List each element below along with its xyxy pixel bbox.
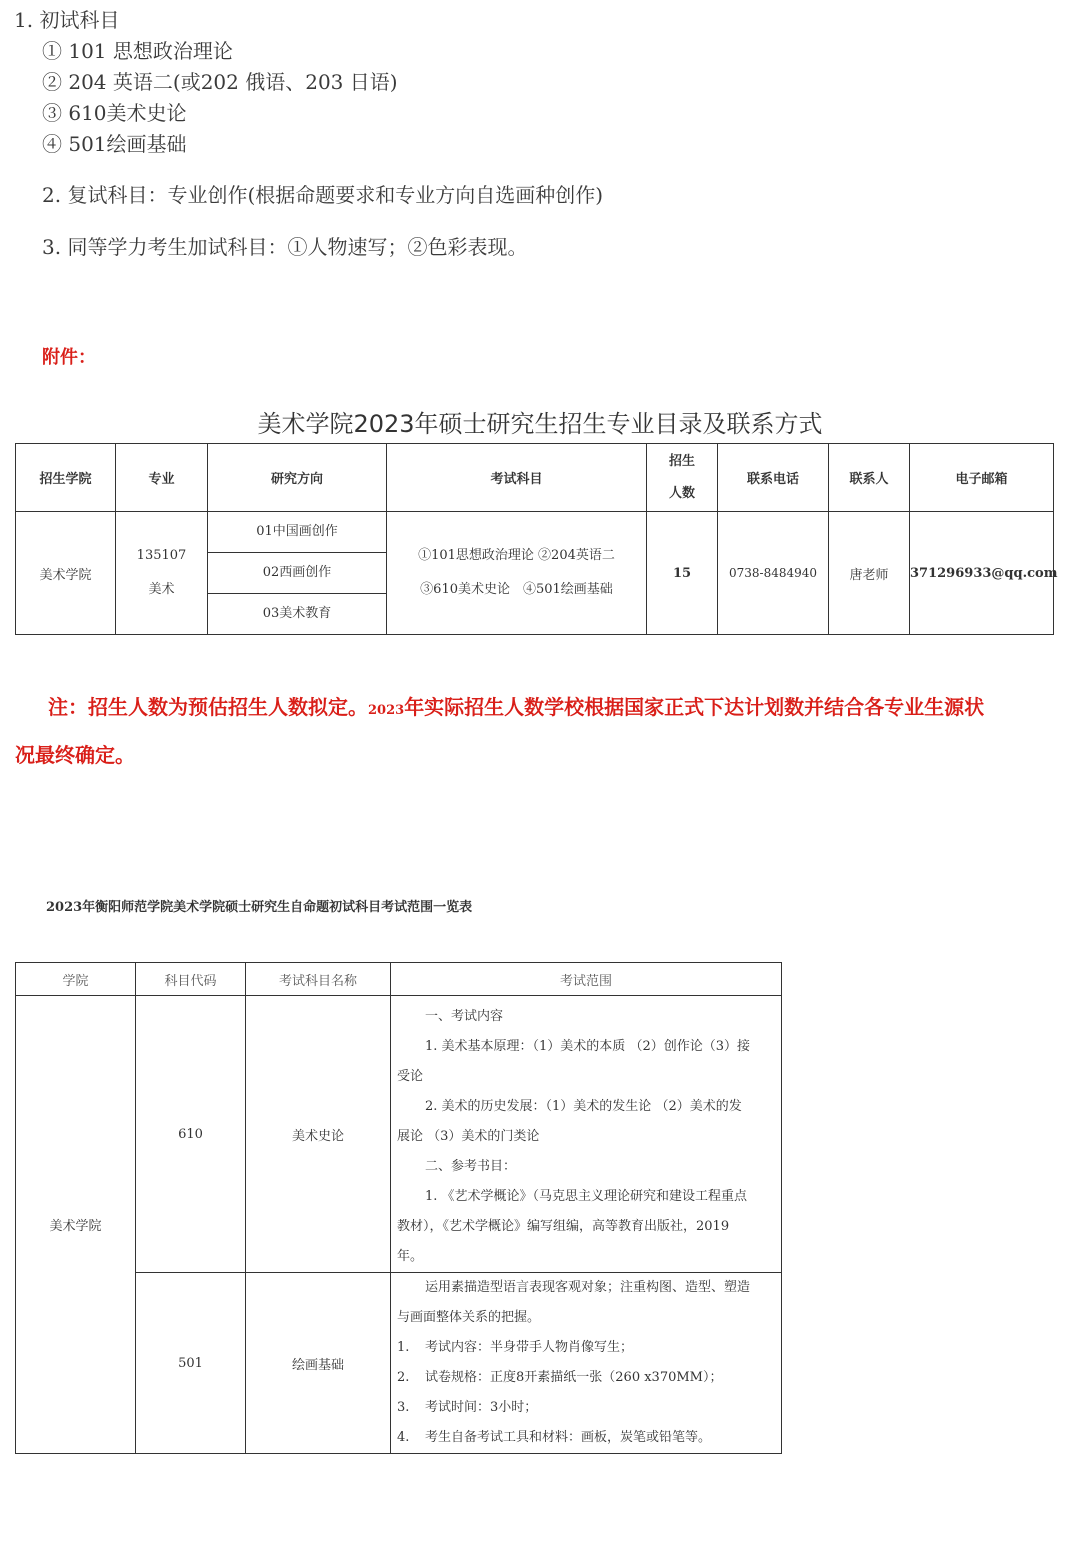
major-code: 135107	[136, 548, 187, 563]
direction-item: 01中国画创作	[208, 512, 386, 553]
t2-college: 美术学院	[16, 996, 136, 1454]
t2-subject-name: 美术史论	[246, 996, 391, 1273]
header-phone: 联系电话	[718, 444, 829, 512]
header-email: 电子邮箱	[910, 444, 1054, 512]
header-subjects: 考试科目	[387, 444, 647, 512]
scope-line: 1. 美术基本原理：（1）美术的本质 （2）创作论（3）接	[425, 1039, 750, 1054]
t2-scope-501	[391, 1273, 782, 1454]
section1-heading: 1. 初试科目	[14, 8, 120, 32]
note-part2: 年实际招生人数学校根据国家正式下达计划数并结合各专业生源状	[404, 695, 985, 719]
scope-line: 教材），《艺术学概论》编写组编，高等教育出版社，2019	[397, 1219, 730, 1234]
exam-subject-item: ④ 501绘画基础	[42, 132, 187, 156]
scope-line: 与画面整体关系的把握。	[397, 1310, 541, 1325]
scope-num: 3.	[397, 1400, 410, 1415]
scope-text: 考试内容：半身带手人物肖像写生；	[425, 1340, 634, 1355]
subjects-line1: ①101思想政治理论 ②204英语二	[418, 548, 615, 563]
header-quota-line2: 人数	[668, 485, 695, 501]
section3-text: 3. 同等学力考生加试科目：①人物速写；②色彩表现。	[42, 235, 528, 259]
row-phone: 0738-8484940	[718, 512, 829, 635]
t2-header-scope: 考试范围	[391, 963, 782, 996]
row-contact: 唐老师	[829, 512, 910, 635]
scope-num: 1.	[397, 1340, 410, 1355]
scope-line: 一、考试内容	[425, 1009, 504, 1024]
scope-list-item	[397, 1423, 775, 1453]
header-direction: 研究方向	[208, 444, 387, 512]
exam-subject-item: ③ 610美术史论	[42, 101, 187, 125]
t2-code: 501	[136, 1273, 246, 1454]
row-directions	[208, 512, 387, 635]
row-college: 美术学院	[16, 512, 116, 635]
note-year: 2023	[368, 703, 405, 718]
direction-item: 02西画创作	[208, 553, 386, 594]
note-line2: 况最终确定。	[15, 743, 135, 767]
note-part1: 注：招生人数为预估招生人数拟定。	[48, 695, 368, 719]
header-college: 招生学院	[16, 444, 116, 512]
t2-header-college: 学院	[16, 963, 136, 996]
scope-num: 2.	[397, 1370, 410, 1385]
scope-text: 考生自备考试工具和材料：画板，炭笔或铅笔等。	[425, 1430, 712, 1445]
table2-title: 2023年衡阳师范学院美术学院硕士研究生自命题初试科目考试范围一览表	[46, 900, 473, 915]
scope-line: 2. 美术的历史发展：（1）美术的发生论 （2）美术的发	[425, 1099, 742, 1114]
direction-item: 03美术教育	[262, 606, 332, 621]
subjects-line2: ③610美术史论 ④501绘画基础	[420, 582, 613, 597]
t2-header-code: 科目代码	[136, 963, 246, 996]
header-contact: 联系人	[829, 444, 910, 512]
scope-text: 考试时间：3小时；	[425, 1400, 538, 1415]
row-quota: 15	[647, 512, 718, 635]
t2-header-name: 考试科目名称	[246, 963, 391, 996]
major-name: 美术	[148, 582, 175, 597]
scope-line: 1. 《艺术学概论》（马克思主义理论研究和建设工程重点	[425, 1189, 748, 1204]
attachment-label: 附件：	[42, 347, 96, 368]
t2-scope-610	[391, 996, 782, 1273]
scope-text: 试卷规格：正度8开素描纸一张（260 x370MM）；	[425, 1370, 723, 1385]
row-major	[116, 512, 208, 635]
note-line1	[48, 691, 984, 720]
section2-text: 2. 复试科目：专业创作(根据命题要求和专业方向自选画种创作)	[42, 183, 604, 207]
exam-subject-item: ① 101 思想政治理论	[42, 39, 233, 63]
table1-caption: 美术学院2023年硕士研究生招生专业目录及联系方式	[257, 410, 823, 438]
exam-scope-table	[15, 962, 782, 1454]
t2-subject-name: 绘画基础	[246, 1273, 391, 1454]
scope-list-item	[397, 1363, 775, 1393]
header-major: 专业	[116, 444, 208, 512]
enrollment-table	[15, 443, 1058, 635]
scope-list-item	[397, 1333, 775, 1363]
header-quota-line1: 招生	[668, 453, 695, 469]
exam-subject-item: ② 204 英语二(或202 俄语、203 日语)	[42, 70, 398, 94]
scope-line: 受论	[397, 1069, 424, 1084]
scope-list-item	[397, 1393, 775, 1423]
scope-line: 年。	[397, 1249, 424, 1264]
scope-line: 展论 （3）美术的门类论	[397, 1129, 540, 1144]
scope-line: 二、参考书目：	[425, 1159, 517, 1174]
row-subjects	[387, 512, 647, 635]
scope-num: 4.	[397, 1430, 410, 1445]
row-email: 371296933@qq.com	[910, 512, 1054, 635]
header-quota	[647, 444, 718, 512]
t2-code: 610	[136, 996, 246, 1273]
scope-line: 运用素描造型语言表现客观对象；注重构图、造型、塑造	[425, 1280, 751, 1295]
